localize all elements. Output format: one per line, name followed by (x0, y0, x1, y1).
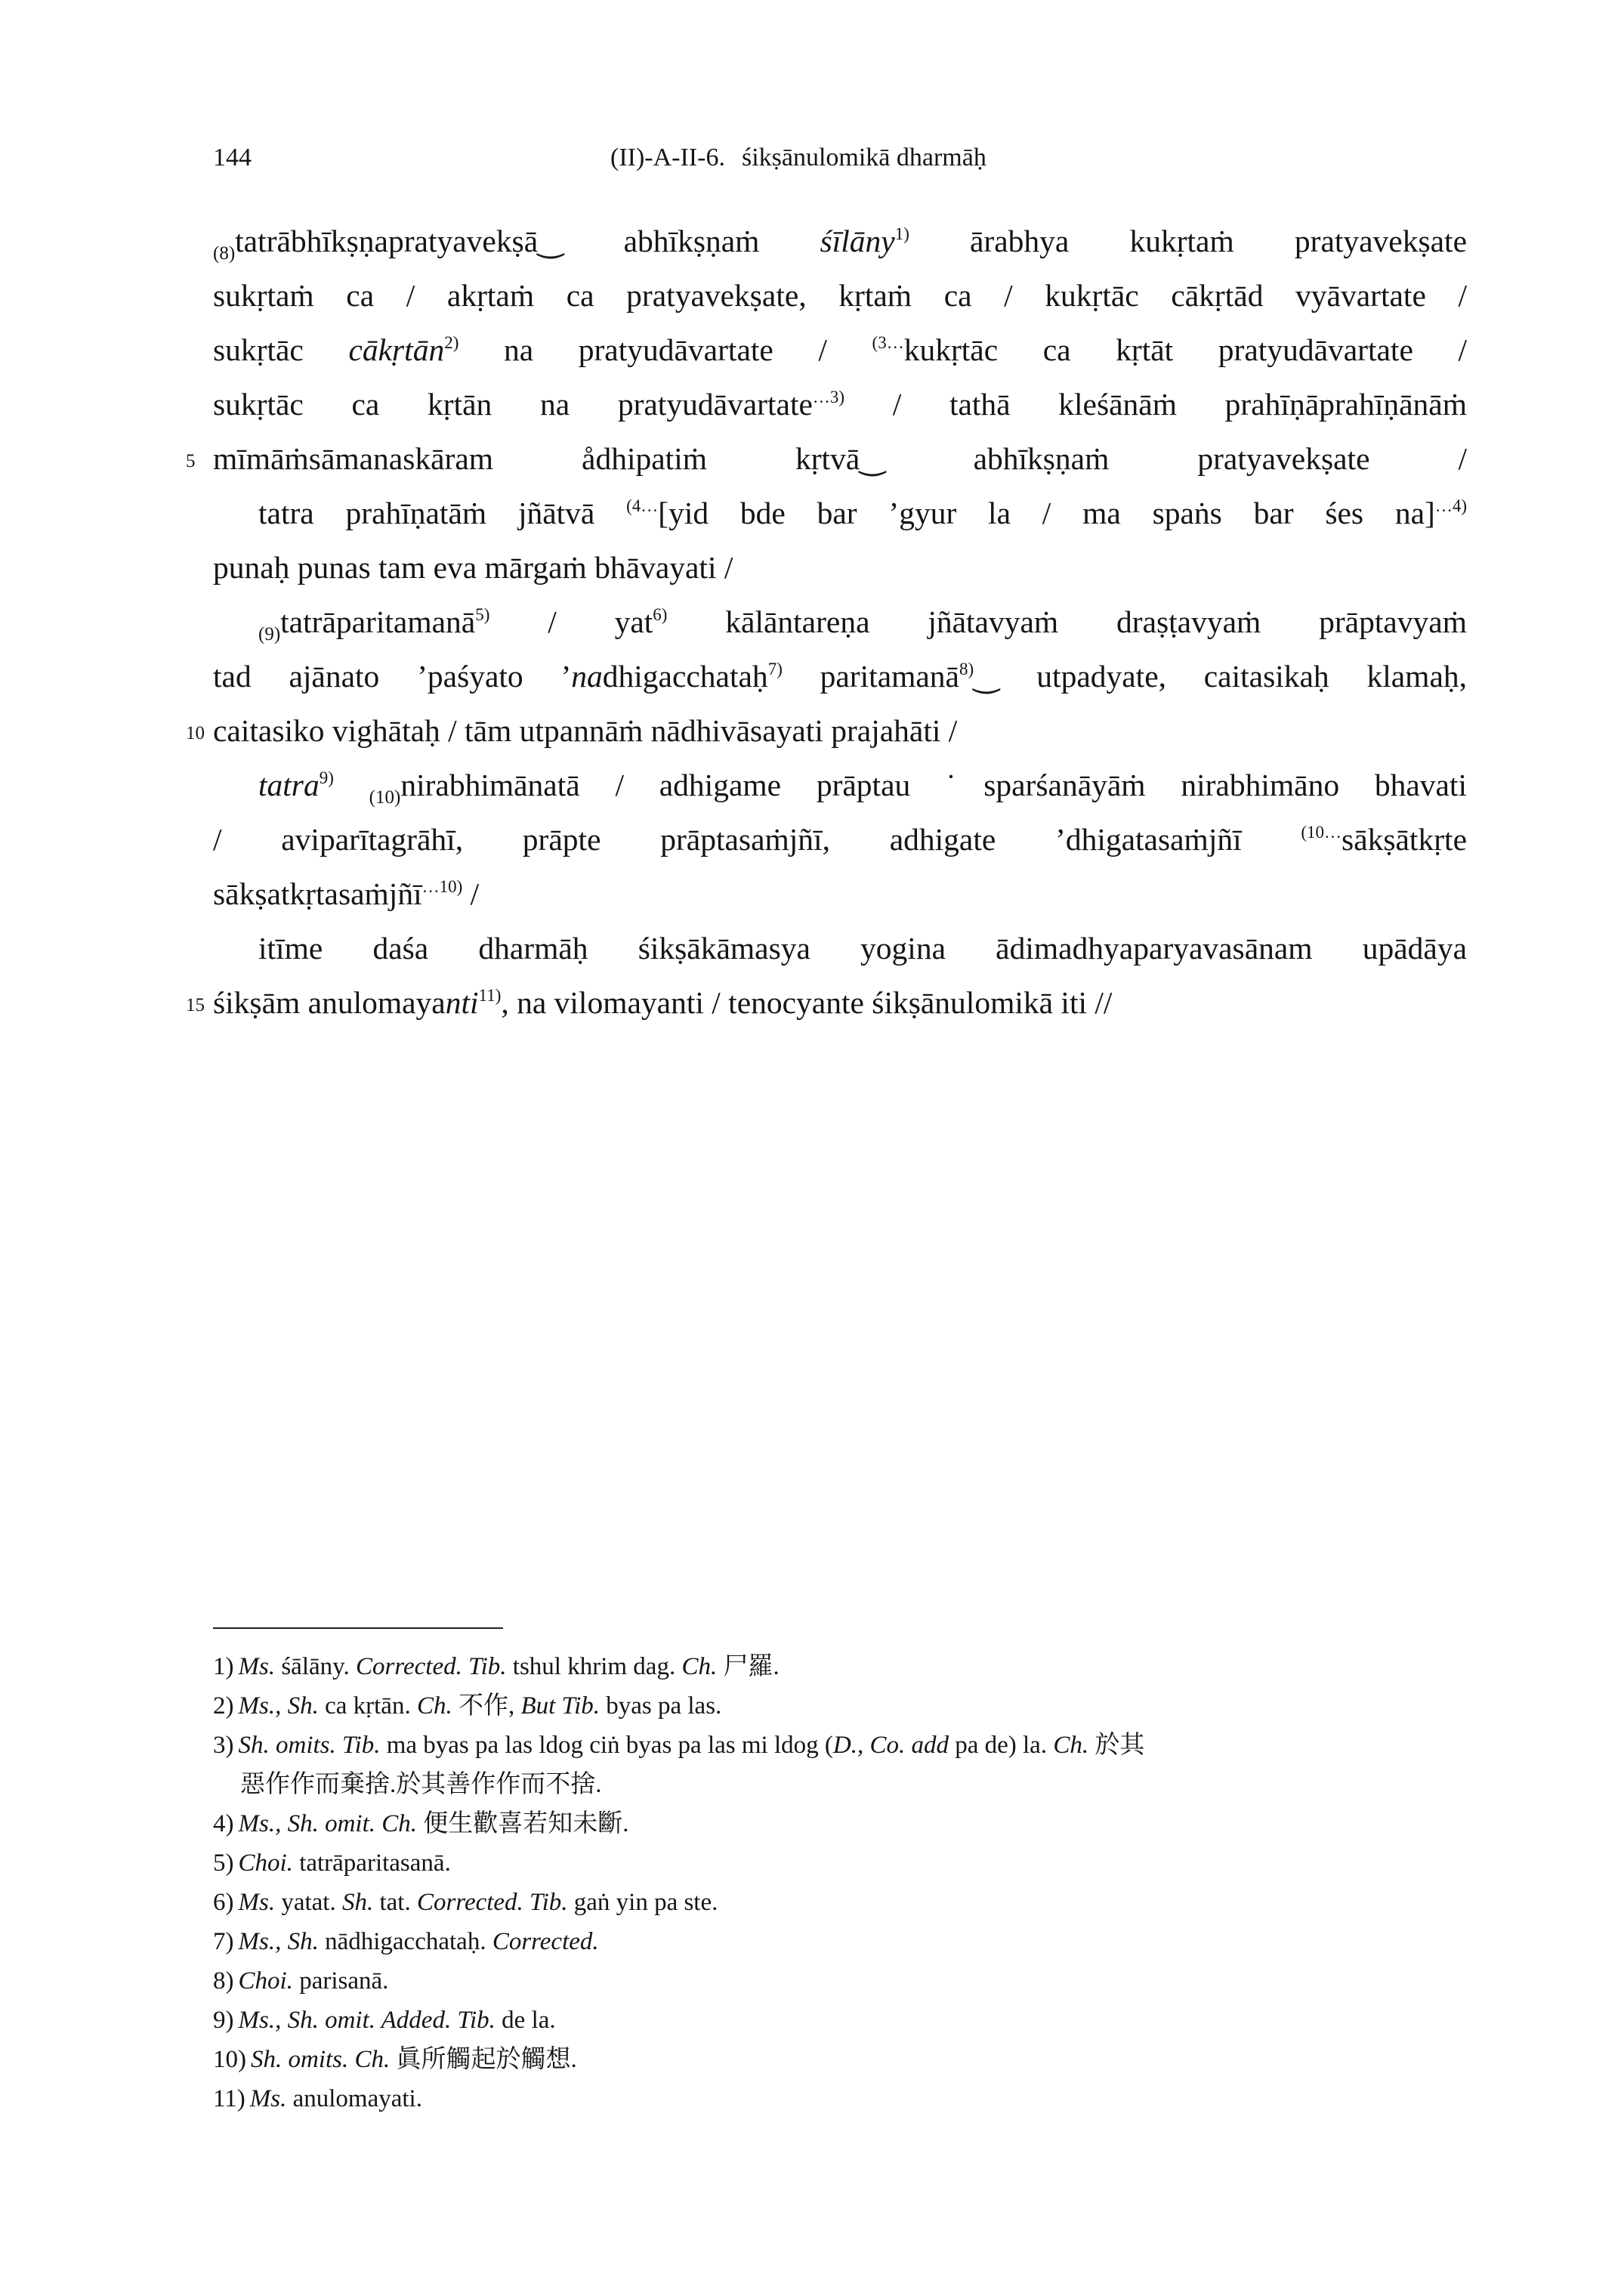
line-text: itīme daśa dharmāḥ śikṣākāmasya yogina ādimadhyaparyavasānam upādāya (258, 931, 1467, 966)
text-line (213, 812, 1467, 867)
section-marker: (10) (369, 787, 401, 808)
line-text: sākṣatkṛtasaṁjñī (213, 876, 422, 911)
italic-text: Ch. (416, 1692, 452, 1720)
footnote-number: 2) (213, 1692, 234, 1720)
footnote-number: 9) (213, 2007, 234, 2034)
footnote-text: parisanā. (292, 1967, 389, 1995)
running-header (0, 127, 1624, 172)
footnote (213, 2040, 1482, 2079)
footnote (213, 1961, 1482, 2001)
footnote-text: 尸羅. (717, 1653, 780, 1680)
italic-text: Sh. (341, 1889, 374, 1916)
italic-text: Ch. (1053, 1732, 1089, 1759)
footnote-range-close: …4) (1434, 496, 1467, 515)
footnote-number: 1) (213, 1653, 234, 1680)
footnote-text: de la. (495, 2007, 556, 2034)
footnote (213, 1686, 1482, 1726)
text-line (213, 758, 1467, 812)
footnote (213, 1883, 1482, 1922)
footnote-number: 10) (213, 2046, 246, 2073)
line-text: / aviparītagrāhī, prāpte prāptasaṁjñī, adhigate ’dhigatasaṁjñī (213, 822, 1301, 857)
footnote-range-open: (4… (626, 496, 659, 515)
footnote-text: 眞所觸起於觸想. (390, 2046, 577, 2073)
italic-text: śīlāny (820, 224, 895, 258)
text-line (213, 867, 1467, 921)
footnote-number: 6) (213, 1889, 234, 1916)
footnote-ref: 2) (444, 333, 459, 352)
line-text: kālāntareṇa jñātavyaṁ draṣṭavyaṁ prāptavyaṁ (667, 604, 1468, 639)
running-title (610, 144, 986, 172)
italic-text: Corrected. (492, 1928, 599, 1955)
footnote-ref: 5) (475, 605, 490, 624)
line-text: tatra prahīṇatāṁ jñātvā (258, 496, 627, 530)
text-line (213, 486, 1467, 540)
italic-text: Ms., Sh. (238, 1928, 319, 1955)
text-line (213, 323, 1467, 377)
footnote-text: 於其 (1088, 1732, 1145, 1759)
footnote-text: yatat. (275, 1889, 342, 1916)
footnote-ref: 11) (478, 986, 502, 1005)
footnote-text: 不作, (452, 1692, 521, 1720)
footnote (213, 2001, 1482, 2040)
line-text: śikṣām anulomaya (213, 985, 446, 1020)
footnote-range-open: (3… (872, 333, 904, 352)
footnote (213, 1843, 1482, 1883)
footnote-text: pa de) la. (948, 1732, 1054, 1759)
footnote-text: śālāny. (275, 1653, 357, 1680)
line-number: 5 (186, 451, 196, 471)
italic-text: Choi. (238, 1967, 293, 1995)
line-text: / yat (489, 604, 653, 639)
line-text: kukṛtāc ca kṛtāt pratyudāvartate / (903, 332, 1468, 367)
italic-text: Corrected. Tib. (416, 1889, 568, 1916)
text-line (213, 377, 1467, 431)
italic-text: Ms., Sh. (238, 1692, 319, 1720)
line-text: [yid bde bar ’gyur la / ma spaṅs bar śes na] (658, 496, 1435, 530)
line-text: sākṣātkṛte (1341, 822, 1467, 857)
footnote-text: 惡作作而棄捨.於其善作作而不捨. (240, 1771, 602, 1798)
footnote-number: 5) (213, 1849, 234, 1877)
line-text: ārabhya kukṛtaṁ pratyavekṣate (909, 224, 1467, 258)
italic-text: Sh. omits. Tib. (238, 1732, 381, 1759)
footnote-ref: 8) (959, 660, 974, 678)
footnote (213, 2079, 1482, 2118)
footnote (213, 1804, 1482, 1843)
italic-text: cākṛtān (348, 332, 445, 367)
text-line (213, 595, 1467, 649)
footnote (213, 1922, 1482, 1961)
italic-text: na (571, 659, 603, 694)
footnote-separator (213, 1627, 503, 1629)
chapter-title: śikṣānulomikā dharmāḥ (741, 144, 986, 172)
main-text (186, 214, 1468, 1030)
line-text: nirabhimānatā / adhigame prāptau ˙sparśanāyāṁ nirabhimāno bhavati (400, 768, 1467, 802)
line-text: / tathā kleśānāṁ prahīṇāprahīṇānāṁ (844, 387, 1468, 422)
footnote-text: gaṅ yin pa ste. (567, 1889, 718, 1916)
footnote-ref: 9) (319, 768, 334, 787)
italic-text: Ms. (238, 1889, 276, 1916)
text-line (213, 268, 1467, 323)
footnote-text: nādhigacchataḥ. (318, 1928, 492, 1955)
footnote-text: tshul khrim dag. (506, 1653, 682, 1680)
italic-text: D., Co. add (832, 1732, 949, 1759)
italic-text: Ms. (238, 1653, 276, 1680)
line-text: tatrābhīkṣṇapratyavekṣā‿ abhīkṣṇaṁ (235, 224, 820, 258)
footnote-continuation (213, 1765, 1482, 1804)
text-line (213, 214, 1467, 268)
line-text: caitasiko vighātaḥ / tām utpannāṁ nādhivāsayati prajahāti / (213, 713, 958, 748)
footnote-ref: 1) (894, 224, 909, 243)
footnote-text: ma byas pa las ldog ciṅ byas pa las mi ldog ( (380, 1732, 833, 1759)
footnote-number: 4) (213, 1810, 234, 1837)
footnote (213, 1726, 1482, 1765)
footnote-number: 7) (213, 1928, 234, 1955)
footnote-number: 8) (213, 1967, 234, 1995)
footnote-text: tatrāparitasanā. (292, 1849, 451, 1877)
footnotes (213, 1647, 1482, 2118)
footnote (213, 1647, 1482, 1686)
line-text: sukṛtāc ca kṛtān na pratyudāvartate (213, 387, 813, 422)
line-text: tad ajānato ’paśyato ’ (213, 659, 572, 694)
text-line (213, 540, 1467, 595)
line-text: ‿ utpadyate, caitasikaḥ klamaḥ, (974, 659, 1467, 694)
line-text: paritamanā (782, 659, 959, 694)
italic-text: tatra (258, 768, 320, 802)
line-text: / (462, 876, 480, 911)
footnote-number: 3) (213, 1732, 234, 1759)
line-text: tatrāparitamanā (280, 604, 476, 639)
italic-text: Ms., Sh. omit. Ch. (238, 1810, 418, 1837)
line-text: , na vilomayanti / tenocyante śikṣānulomikā iti // (501, 985, 1113, 1020)
text-line (186, 703, 1467, 758)
section-marker: (8) (213, 243, 236, 264)
text-line (213, 649, 1467, 703)
text-line (186, 431, 1467, 486)
line-number: 15 (186, 995, 205, 1015)
footnote-range-close: …10) (421, 877, 463, 896)
italic-text: nti (445, 985, 479, 1020)
line-text: sukṛtaṁ ca / akṛtaṁ ca pratyavekṣate, kṛtaṁ ca / kukṛtāc cākṛtād vyāvartate / (213, 278, 1467, 313)
page-number: 144 (213, 144, 252, 172)
section-marker: (9) (258, 624, 281, 644)
italic-text: Ms., Sh. omit. Added. Tib. (238, 2007, 496, 2034)
italic-text: Corrected. Tib. (356, 1653, 507, 1680)
line-number: 10 (186, 723, 205, 743)
footnote-ref: 6) (653, 605, 668, 624)
footnote-ref: 7) (767, 660, 783, 678)
line-text: dhigacchataḥ (602, 659, 768, 694)
italic-text: But Tib. (520, 1692, 600, 1720)
line-text: mīmāṁsāmanaskāram ådhipatiṁ kṛtvā‿ abhīkṣṇaṁ pratyavekṣate / (213, 441, 1467, 476)
text-line (186, 975, 1467, 1030)
footnote-text: anulomayati. (286, 2085, 422, 2112)
footnote-range-close: …3) (812, 388, 845, 406)
line-text: sukṛtāc (213, 332, 349, 367)
footnote-number: 11) (213, 2085, 245, 2112)
italic-text: Choi. (238, 1849, 293, 1877)
footnote-text: ca kṛtān. (318, 1692, 417, 1720)
footnote-text: tat. (373, 1889, 417, 1916)
footnote-range-open: (10… (1301, 823, 1342, 842)
line-text: na pratyudāvartate / (458, 332, 872, 367)
italic-text: Ms. (249, 2085, 287, 2112)
footnote-text: byas pa las. (600, 1692, 722, 1720)
line-text: punaḥ punas tam eva mārgaṁ bhāvayati / (213, 550, 733, 585)
italic-text: Sh. omits. Ch. (251, 2046, 391, 2073)
italic-text: Ch. (681, 1653, 718, 1680)
footnote-text: 便生歡喜若知未斷. (417, 1810, 629, 1837)
text-line (213, 921, 1467, 975)
section-number: (II)-A-II-6. (610, 144, 725, 172)
